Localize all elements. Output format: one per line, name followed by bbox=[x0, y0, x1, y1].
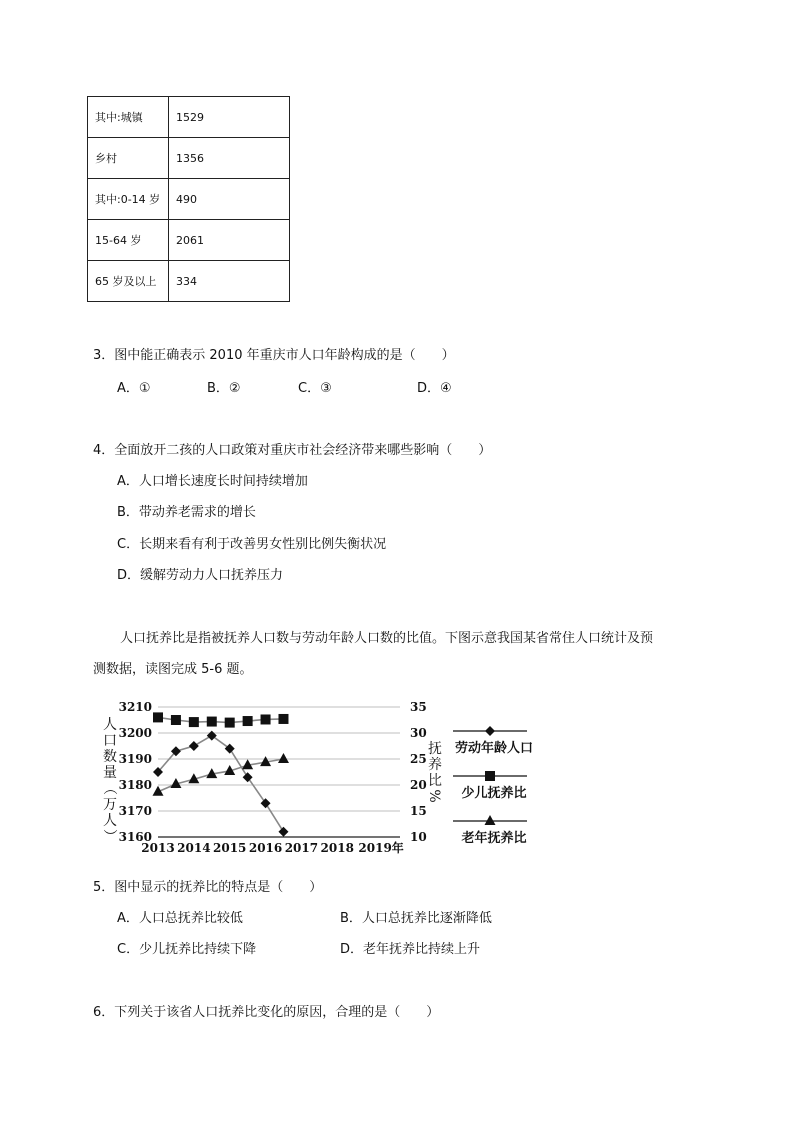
table-row bbox=[88, 179, 290, 220]
q4-option-c: C．长期来看有利于改善男女性别比例失衡状况 bbox=[117, 537, 387, 552]
q5-option-a: A．人口总抚养比较低 bbox=[117, 911, 243, 926]
data-point-diamond bbox=[243, 772, 253, 782]
data-point-square bbox=[171, 715, 181, 725]
data-point-triangle bbox=[278, 753, 289, 763]
right-tick-label: 15 bbox=[410, 804, 427, 818]
population-dependency-chart bbox=[95, 695, 545, 860]
left-tick-label: 3200 bbox=[118, 726, 152, 740]
q3-option-d: D．④ bbox=[417, 381, 452, 396]
legend-label: 少儿抚养比 bbox=[461, 786, 527, 801]
right-axis-label-char: % bbox=[426, 789, 442, 803]
row-value: 1529 bbox=[169, 97, 290, 138]
right-tick-label: 35 bbox=[410, 700, 427, 714]
question-5-stem: 5．图中显示的抚养比的特点是（ ） bbox=[93, 880, 323, 895]
q5-option-b: B．人口总抚养比逐渐降低 bbox=[340, 911, 492, 926]
right-axis-label-char: 抚 bbox=[428, 741, 442, 757]
data-point-square bbox=[278, 714, 288, 724]
q4-option-b: B．带动养老需求的增长 bbox=[117, 505, 256, 520]
x-tick-label: 2018 bbox=[320, 841, 354, 855]
left-tick-label: 3190 bbox=[118, 752, 152, 766]
data-point-square bbox=[153, 712, 163, 722]
left-tick-label: 3210 bbox=[118, 700, 152, 714]
row-value: 334 bbox=[169, 261, 290, 302]
left-tick-label: 3180 bbox=[118, 778, 152, 792]
q4-option-d: D．缓解劳动力人口抚养压力 bbox=[117, 568, 284, 583]
row-label: 其中:0-14 岁 bbox=[88, 179, 169, 220]
x-tick-label: 2016 bbox=[248, 841, 283, 855]
chart-legend bbox=[453, 726, 533, 846]
left-axis-label-char: 万 bbox=[103, 797, 117, 813]
data-point-square bbox=[243, 716, 253, 726]
question-6-stem: 6．下列关于该省人口抚养比变化的原因，合理的是（ ） bbox=[93, 1005, 440, 1020]
row-label: 其中:城镇 bbox=[88, 97, 169, 138]
row-value: 2061 bbox=[169, 220, 290, 261]
population-table bbox=[87, 96, 290, 302]
data-point-square bbox=[225, 718, 235, 728]
q3-option-c: C．③ bbox=[298, 381, 332, 396]
right-axis-label-char: 比 bbox=[428, 773, 442, 789]
row-label: 65 岁及以上 bbox=[88, 261, 169, 302]
data-point-diamond bbox=[189, 741, 199, 751]
right-tick-label: 25 bbox=[410, 752, 427, 766]
left-tick-label: 3160 bbox=[118, 830, 152, 844]
left-axis-label-char: 数 bbox=[103, 749, 117, 765]
left-axis-label-char: 量 bbox=[103, 765, 117, 781]
data-point-square bbox=[207, 717, 217, 727]
x-tick-label: 2017 bbox=[284, 841, 319, 855]
left-tick-label: 3170 bbox=[118, 804, 152, 818]
row-label: 15-64 岁 bbox=[88, 220, 169, 261]
legend-marker-triangle bbox=[485, 815, 496, 825]
x-tick-label: 2013 bbox=[141, 841, 175, 855]
legend-marker-square bbox=[485, 771, 495, 781]
q3-option-a: A．① bbox=[117, 381, 151, 396]
intro-line-1: 人口抚养比是指被抚养人口数与劳动年龄人口数的比值。下图示意我国某省常住人口统计及预 bbox=[120, 631, 654, 646]
x-tick-label: 2019年 bbox=[358, 841, 404, 855]
right-axis-label-char: 养 bbox=[428, 757, 442, 773]
table-row bbox=[88, 220, 290, 261]
left-axis-label-char: （ bbox=[101, 781, 117, 795]
q5-option-c: C．少儿抚养比持续下降 bbox=[117, 942, 257, 957]
chart-axis-labels bbox=[101, 717, 442, 843]
x-tick-label: 2015 bbox=[213, 841, 247, 855]
right-tick-label: 20 bbox=[410, 778, 427, 792]
table-row bbox=[88, 138, 290, 179]
left-axis-label-char: 人 bbox=[103, 813, 117, 829]
x-tick-label: 2014 bbox=[177, 841, 211, 855]
intro-line-2: 测数据，读图完成 5-6 题。 bbox=[93, 662, 253, 677]
chart-ticks bbox=[119, 700, 427, 855]
table-row bbox=[88, 97, 290, 138]
data-point-diamond bbox=[278, 827, 288, 837]
question-4-stem: 4．全面放开二孩的人口政策对重庆市社会经济带来哪些影响（ ） bbox=[93, 443, 492, 458]
data-point-diamond bbox=[261, 798, 271, 808]
row-value: 1356 bbox=[169, 138, 290, 179]
legend-label: 老年抚养比 bbox=[461, 831, 527, 846]
row-label: 乡村 bbox=[88, 138, 169, 179]
row-value: 490 bbox=[169, 179, 290, 220]
table-row bbox=[88, 261, 290, 302]
right-tick-label: 10 bbox=[410, 830, 427, 844]
question-3-stem: 3．图中能正确表示 2010 年重庆市人口年龄构成的是（ ） bbox=[93, 348, 455, 363]
legend-marker-diamond bbox=[485, 726, 495, 736]
data-point-square bbox=[189, 717, 199, 727]
q3-option-b: B．② bbox=[207, 381, 241, 396]
left-axis-label-char: 口 bbox=[103, 733, 117, 749]
right-tick-label: 30 bbox=[410, 726, 427, 740]
left-axis-label-char: ） bbox=[101, 829, 117, 843]
q4-option-a: A．人口增长速度长时间持续增加 bbox=[117, 474, 308, 489]
q5-option-d: D．老年抚养比持续上升 bbox=[340, 942, 481, 957]
left-axis-label-char: 人 bbox=[103, 717, 117, 733]
legend-label: 劳动年龄人口 bbox=[454, 741, 534, 756]
chart-series bbox=[153, 712, 289, 836]
data-point-square bbox=[261, 714, 271, 724]
